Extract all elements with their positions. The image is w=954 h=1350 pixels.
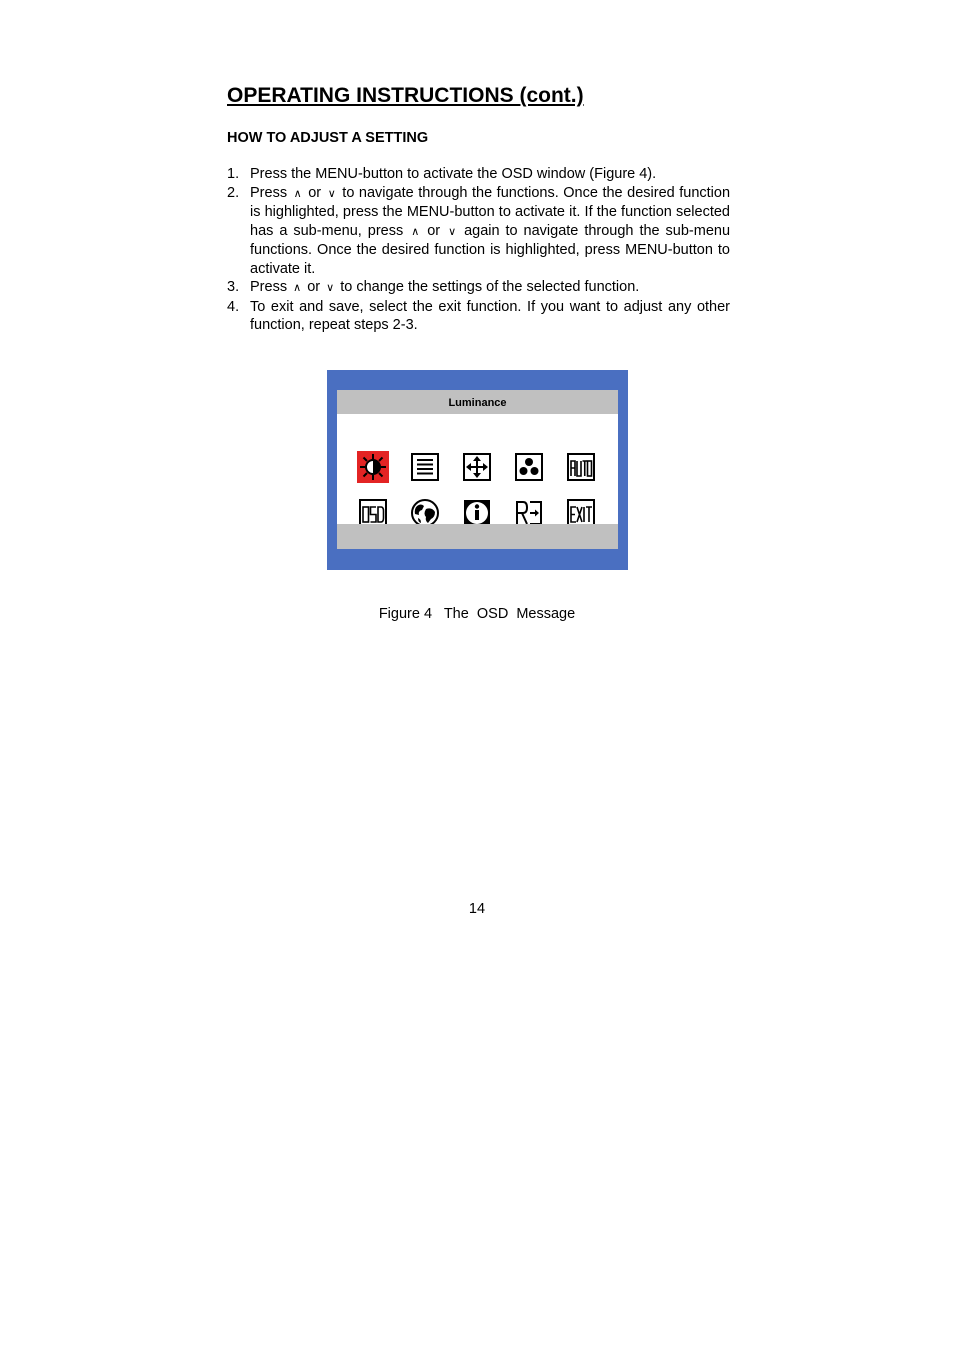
page-number: 14 bbox=[468, 901, 486, 917]
step-number: 4. bbox=[227, 298, 240, 315]
osd-title-bar bbox=[337, 390, 618, 414]
osd-status-bar bbox=[337, 524, 618, 549]
osd-panel bbox=[337, 390, 618, 549]
step-text: to navigate through the functions. Once the desired function is highlighted, press the MENU-button to activate it. If the function selected has a sub-menu, press bbox=[250, 184, 731, 239]
step-text: or bbox=[307, 279, 321, 295]
image-setup-icon[interactable] bbox=[409, 451, 441, 483]
osd-window-figure bbox=[327, 370, 628, 570]
step-text: again to navigate through the sub-menu functions. Once the desired function is highlighted, press MENU-button to activate it. bbox=[250, 222, 731, 277]
step-2 bbox=[227, 184, 730, 279]
step-4 bbox=[227, 298, 730, 335]
step-number: 2. bbox=[227, 184, 240, 201]
down-arrow-icon: ∨ bbox=[448, 225, 457, 238]
step-text: Press bbox=[250, 184, 288, 201]
step-text: or bbox=[427, 222, 441, 239]
figure-caption: Figure 4 The OSD Message bbox=[378, 606, 576, 622]
up-arrow-icon: ∧ bbox=[293, 187, 302, 200]
auto-adjust-icon[interactable] bbox=[565, 451, 597, 483]
step-3 bbox=[227, 278, 730, 298]
luminance-icon[interactable] bbox=[357, 451, 389, 483]
section-heading: HOW TO ADJUST A SETTING bbox=[227, 130, 429, 146]
step-number: 3. bbox=[227, 279, 240, 295]
step-number: 1. bbox=[227, 166, 240, 182]
step-text: Press bbox=[250, 279, 288, 295]
instruction-steps bbox=[227, 165, 730, 335]
step-text: Press the MENU-button to activate the OSD window (Figure 4). bbox=[250, 166, 657, 182]
color-icon[interactable] bbox=[513, 451, 545, 483]
step-1 bbox=[227, 165, 730, 184]
position-icon[interactable] bbox=[461, 451, 493, 483]
down-arrow-icon: ∨ bbox=[327, 187, 336, 200]
osd-title: Luminance bbox=[448, 397, 507, 409]
step-text: To exit and save, select the exit function. If you want to adjust any other function, repeat steps 2-3. bbox=[250, 298, 730, 333]
down-arrow-icon: ∨ bbox=[326, 282, 335, 294]
step-text: or bbox=[308, 184, 322, 201]
step-text: to change the settings of the selected function. bbox=[340, 279, 640, 295]
up-arrow-icon: ∧ bbox=[411, 225, 420, 238]
up-arrow-icon: ∧ bbox=[293, 282, 302, 294]
page-title: OPERATING INSTRUCTIONS (cont.) bbox=[227, 84, 584, 107]
